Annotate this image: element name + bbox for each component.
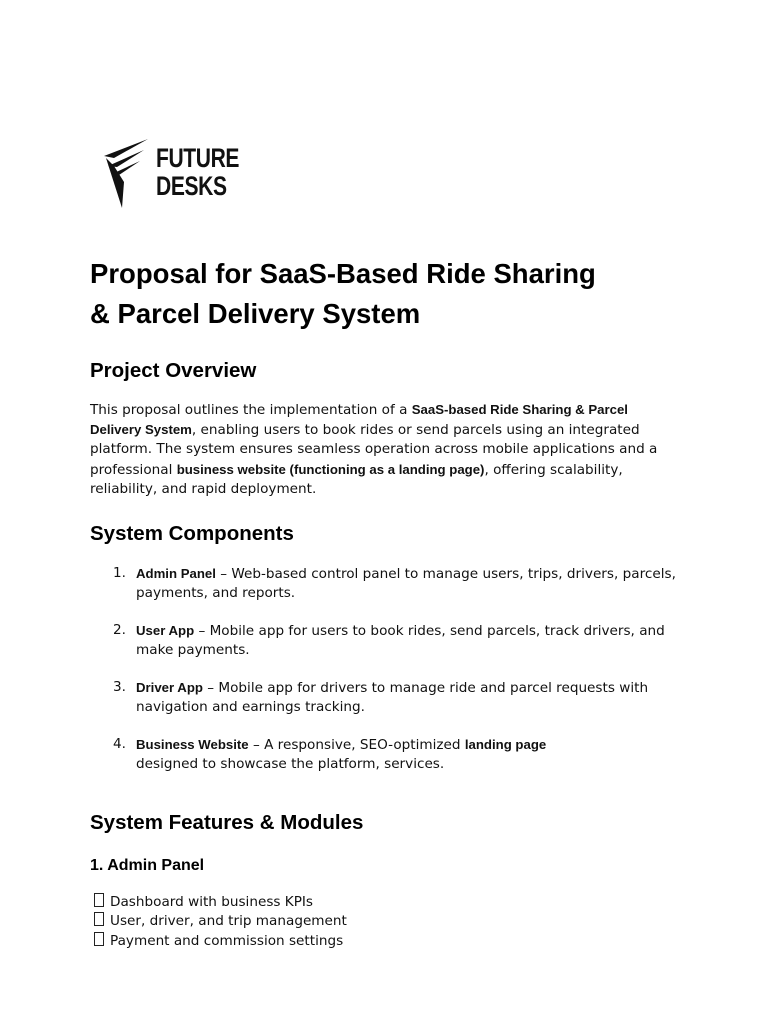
checkbox-glyph-icon	[94, 912, 104, 926]
feature-item	[94, 912, 347, 931]
title-line-2: & Parcel Delivery System	[90, 298, 421, 329]
list-item-title: User App	[136, 623, 195, 638]
list-number: 4.	[113, 736, 126, 752]
list-number: 3.	[113, 679, 126, 695]
list-item-bold-2: landing page	[464, 737, 547, 752]
logo-line-2: DESKS	[156, 171, 227, 201]
checkbox-glyph-icon	[94, 932, 104, 946]
logo-wordmark	[156, 144, 239, 200]
overview-bold-2: business website (functioning as a landing page)	[176, 461, 485, 477]
components-heading: System Components	[90, 522, 294, 545]
feature-text: Payment and commission settings	[110, 933, 344, 949]
logo-mark-icon	[100, 136, 156, 210]
document-title	[90, 254, 690, 334]
features-heading: System Features & Modules	[90, 811, 364, 834]
list-item-text: – A responsive, SEO-optimized	[248, 737, 465, 753]
list-item-title: Business Website	[136, 737, 249, 752]
list-item-text: – Web-based control panel to manage users, trips, drivers, parcels, payments, and reports.	[136, 566, 676, 601]
list-item-text: – Mobile app for users to book rides, send parcels, track drivers, and make payments.	[136, 623, 665, 658]
overview-text-2: , enabling users to book rides or send parcels using an integrated platform. The system ensures seamless operation across mobile applications and a professional	[90, 422, 658, 478]
future-desks-logo	[100, 136, 240, 210]
overview-text-3: , offering scalability, reliability, and rapid deployment.	[90, 461, 623, 497]
list-item-title: Admin Panel	[136, 566, 216, 581]
list-item-text: – Mobile app for drivers to manage ride and parcel requests with navigation and earnings tracking.	[136, 680, 649, 715]
title-line-1: Proposal for SaaS-Based Ride Sharing	[90, 258, 596, 289]
overview-paragraph	[90, 400, 676, 499]
feature-text: User, driver, and trip management	[110, 913, 347, 929]
feature-text: Dashboard with business KPIs	[110, 894, 314, 910]
logo-line-1: FUTURE	[156, 143, 240, 173]
list-item-text-2: designed to showcase the platform, services.	[136, 756, 445, 772]
list-number: 1.	[113, 565, 126, 581]
overview-text-1: This proposal outlines the implementation of a	[90, 402, 412, 418]
feature-item	[94, 932, 343, 951]
overview-bold-1: SaaS-based Ride Sharing & Parcel Delivery System	[90, 402, 628, 438]
list-item-title: Driver App	[136, 680, 203, 695]
overview-heading: Project Overview	[90, 359, 257, 382]
list-number: 2.	[113, 622, 126, 638]
checkbox-glyph-icon	[94, 893, 104, 907]
feature-item	[94, 893, 313, 912]
admin-panel-subheading: 1. Admin Panel	[90, 857, 205, 874]
